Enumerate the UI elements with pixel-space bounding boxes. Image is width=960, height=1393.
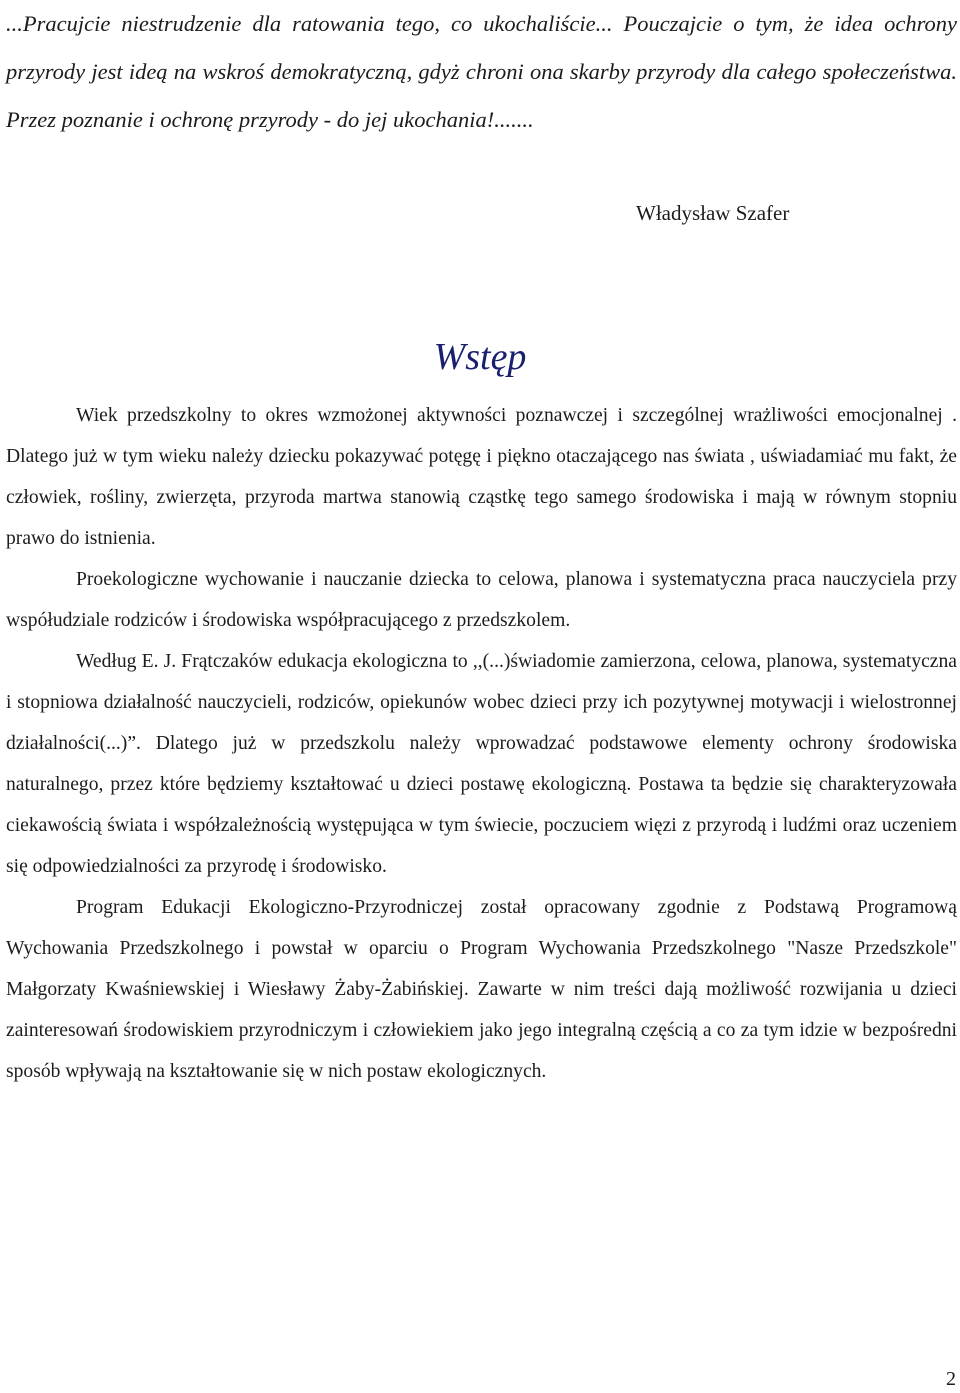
paragraph: Według E. J. Frątczaków edukacja ekologiczna to ,,(...)świadomie zamierzona, celowa, planowa, systematyczna i stopniowa działalność nauczycieli, rodziców, opiekunów wobec dzieci przy ich pozytywnej motywacji i wielostronnej działalności(...)”. Dlatego już w przedszkolu należy wprowadzać podstawowe elementy ochrony środowiska naturalnego, przez które będziemy kształtować u dzieci postawę ekologiczną. Postawa ta będzie się charakteryzowała ciekawością świata i współzależnością występująca w tym świecie, poczuciem więzi z przyrodą i ludźmi oraz uczeniem się odpowiedzialności za przyrodę i środowisko. — [6, 651, 957, 877]
paragraph: Wiek przedszkolny to okres wzmożonej aktywności poznawczej i szczególnej wrażliwości emocjonalnej . Dlatego już w tym wieku należy dziecku pokazywać potęgę i piękno otaczającego nas świata , uświadamiać mu fakt, że człowiek, rośliny, zwierzęta, przyroda martwa stanowią cząstkę tego samego środowiska i mają w równym stopniu prawo do istnienia. — [6, 405, 957, 549]
paragraph: Proekologiczne wychowanie i nauczanie dziecka to celowa, planowa i systematyczna praca nauczyciela przy współudziale rodziców i środowiska współpracującego z przedszkolem. — [6, 569, 957, 631]
motto-quote: ...Pracujcie niestrudzenie dla ratowania tego, co ukochaliście... Pouczajcie o tym, że idea ochrony przyrody jest ideą na wskroś demokratyczną, gdyż chroni ona skarby przyrody dla całego społeczeństwa. Przez poznanie i ochronę przyrody - do jej ukochania!....... — [6, 11, 957, 132]
section-body — [6, 395, 957, 1092]
page-number: 2 — [946, 1368, 956, 1390]
paragraph: Program Edukacji Ekologiczno-Przyrodniczej został opracowany zgodnie z Podstawą Programową Wychowania Przedszkolnego i powstał w oparciu o Program Wychowania Przedszkolnego "Nasze Przedszkole" Małgorzaty Kwaśniewskiej i Wiesławy Żaby-Żabińskiej. Zawarte w nim treści dają możliwość rozwijania u dzieci zainteresowań środowiskiem przyrodniczym i człowiekiem jako jego integralną częścią a co za tym idzie w bezpośredni sposób wpływają na kształtowanie się w nich postaw ekologicznych. — [6, 897, 957, 1082]
section-heading: Wstęp — [433, 336, 527, 378]
motto-author: Władysław Szafer — [636, 201, 790, 225]
